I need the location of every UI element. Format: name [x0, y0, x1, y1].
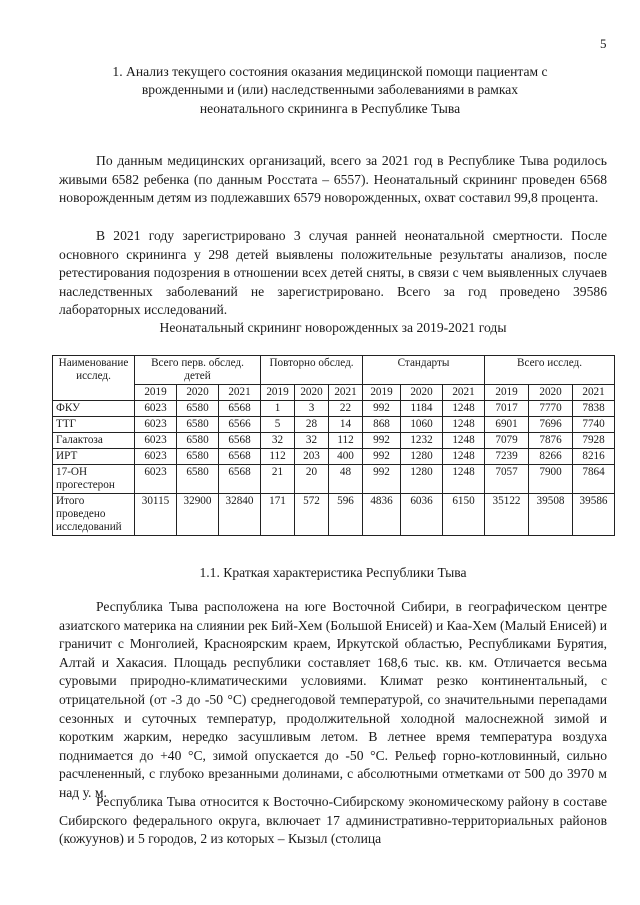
table-cell: 8216	[573, 449, 615, 465]
table-cell: 1280	[401, 449, 443, 465]
table-row	[53, 401, 615, 417]
table-cell: 6580	[177, 449, 219, 465]
table-cell: 6023	[135, 401, 177, 417]
table-cell: 171	[261, 494, 295, 536]
year-header: 2019	[485, 385, 529, 401]
table-cell: 7239	[485, 449, 529, 465]
screening-table	[52, 355, 615, 536]
paragraph-geography: Республика Тыва расположена на юге Восточной Сибири, в географическом центре азиатского материка на слиянии рек Бий-Хем (Большой Енисей) и Каа-Хем (Малый Енисей) и граничит с Монголией, Красноярским краем, Иркутской областью, Республиками Бурятия, Алтай и Хакасия. Площадь республики составляет 168,6 тыс. кв. км. Отличается весьма суровыми природно-климатическими условиями. Климат резко континентальный, с отрицательной (от -3 до -50 °С) среднегодовой температурой, со значительными перепадами сезонных и суточных температур, продолжительной холодной малоснежной зимой и коротким жарким, нередко засушливым летом. В летнее время температура воздуха поднимается до +40 °С, зимой опускается до -50 °С. Рельеф горно-котловинный, сильно расчлененный, с глубоко врезанными долинами, с абсолютными отметками от 500 до 3970 м над у. м.	[59, 599, 607, 800]
year-header: 2020	[177, 385, 219, 401]
table-cell: 7928	[573, 433, 615, 449]
table-cell: 7079	[485, 433, 529, 449]
table-cell: 203	[295, 449, 329, 465]
table-cell: 6568	[219, 465, 261, 494]
table-cell: 20	[295, 465, 329, 494]
year-header: 2020	[295, 385, 329, 401]
table-caption: Неонатальный скрининг новорожденных за 2019-2021 годы	[159, 320, 507, 335]
year-header: 2021	[219, 385, 261, 401]
table-cell: 572	[295, 494, 329, 536]
table-row	[53, 433, 615, 449]
table-cell: 3	[295, 401, 329, 417]
table-cell: 6580	[177, 433, 219, 449]
table-cell: 32840	[219, 494, 261, 536]
row-label: ТТГ	[53, 417, 135, 433]
row-label: Галактоза	[53, 433, 135, 449]
year-header: 2020	[529, 385, 573, 401]
table-cell: 1248	[443, 417, 485, 433]
table-cell: 7900	[529, 465, 573, 494]
table-row	[53, 417, 615, 433]
table-header-group-total: Всего исслед.	[485, 356, 615, 385]
year-header: 2019	[261, 385, 295, 401]
section-title: 1. Анализ текущего состояния оказания медицинской помощи пациентам с врожденными и (или) наследственными заболеваниями в рамках неонатального скрининга в Республике Тыва	[112, 64, 548, 116]
table-cell: 6568	[219, 433, 261, 449]
table-cell: 7696	[529, 417, 573, 433]
table-cell: 5	[261, 417, 295, 433]
table-cell: 8266	[529, 449, 573, 465]
year-header: 2020	[401, 385, 443, 401]
table-cell: 1232	[401, 433, 443, 449]
paragraph-births: По данным медицинских организаций, всего за 2021 год в Республике Тыва родилось живыми 6582 ребенка (по данным Росстата – 6557). Неонатальный скрининг проведен 6568 новорожденным детям из подлежавших 6579 новорожденных, охват составил 99,8 процента.	[59, 153, 607, 206]
table-header-group-repeat: Повторно обслед.	[261, 356, 363, 385]
table-cell: 32	[261, 433, 295, 449]
table-cell: 6580	[177, 401, 219, 417]
table-cell: 30115	[135, 494, 177, 536]
table-cell: 1060	[401, 417, 443, 433]
table-cell: 868	[363, 417, 401, 433]
table-cell: 7838	[573, 401, 615, 417]
table-cell: 992	[363, 433, 401, 449]
table-cell: 6901	[485, 417, 529, 433]
table-cell: 6023	[135, 465, 177, 494]
table-cell: 6023	[135, 417, 177, 433]
table-row	[53, 449, 615, 465]
table-cell: 112	[261, 449, 295, 465]
paragraph-mortality: В 2021 году зарегистрировано 3 случая ранней неонатальной смертности. После основного скрининга у 298 детей выявлены положительные результаты анализов, после ретестирования подозрения в отношении всех детей сняты, в связи с чем выявленных случаев наследственных заболеваний не зарегистрировано. Всего за год проведено 39586 лабораторных исследований.	[59, 228, 607, 318]
paragraph-administration: Республика Тыва относится к Восточно-Сибирскому экономическому району в составе Сибирского федерального округа, включает 17 административно-территориальных районов (кожуунов) и 5 городов, 2 из которых – Кызыл (столица	[59, 794, 607, 847]
table-cell: 992	[363, 465, 401, 494]
table-cell: 6580	[177, 417, 219, 433]
table-cell: 6023	[135, 449, 177, 465]
table-cell: 6036	[401, 494, 443, 536]
table-cell: 1248	[443, 433, 485, 449]
table-header-name: Наименование исслед.	[53, 356, 135, 401]
table-cell: 7864	[573, 465, 615, 494]
table-cell: 992	[363, 449, 401, 465]
table-row	[53, 494, 615, 536]
table-cell: 7057	[485, 465, 529, 494]
row-label: Итого проведено исследований	[53, 494, 135, 536]
table-cell: 7740	[573, 417, 615, 433]
table-cell: 7017	[485, 401, 529, 417]
table-cell: 112	[329, 433, 363, 449]
year-header: 2019	[135, 385, 177, 401]
table-cell: 1248	[443, 401, 485, 417]
table-cell: 6566	[219, 417, 261, 433]
table-cell: 1	[261, 401, 295, 417]
table-cell: 39508	[529, 494, 573, 536]
table-cell: 22	[329, 401, 363, 417]
table-cell: 21	[261, 465, 295, 494]
table-cell: 6568	[219, 449, 261, 465]
subsection-title: 1.1. Краткая характеристика Республики Тыва	[199, 565, 467, 580]
table-cell: 39586	[573, 494, 615, 536]
table-cell: 6023	[135, 433, 177, 449]
table-cell: 6568	[219, 401, 261, 417]
year-header: 2021	[329, 385, 363, 401]
table-cell: 596	[329, 494, 363, 536]
table-cell: 992	[363, 401, 401, 417]
year-header: 2021	[443, 385, 485, 401]
table-cell: 7770	[529, 401, 573, 417]
table-cell: 35122	[485, 494, 529, 536]
table-cell: 1248	[443, 449, 485, 465]
table-cell: 7876	[529, 433, 573, 449]
table-cell: 48	[329, 465, 363, 494]
row-label: ИРТ	[53, 449, 135, 465]
page-number: 5	[600, 36, 607, 51]
table-cell: 6150	[443, 494, 485, 536]
table-row	[53, 465, 615, 494]
table-cell: 400	[329, 449, 363, 465]
row-label: 17-ОН прогестерон	[53, 465, 135, 494]
table-cell: 6580	[177, 465, 219, 494]
table-cell: 32	[295, 433, 329, 449]
table-cell: 1280	[401, 465, 443, 494]
year-header: 2021	[573, 385, 615, 401]
table-cell: 14	[329, 417, 363, 433]
table-cell: 1248	[443, 465, 485, 494]
year-header: 2019	[363, 385, 401, 401]
table-cell: 32900	[177, 494, 219, 536]
table-header-group-primary: Всего перв. обслед. детей	[135, 356, 261, 385]
table-cell: 4836	[363, 494, 401, 536]
row-label: ФКУ	[53, 401, 135, 417]
table-header-group-standards: Стандарты	[363, 356, 485, 385]
table-cell: 28	[295, 417, 329, 433]
table-cell: 1184	[401, 401, 443, 417]
